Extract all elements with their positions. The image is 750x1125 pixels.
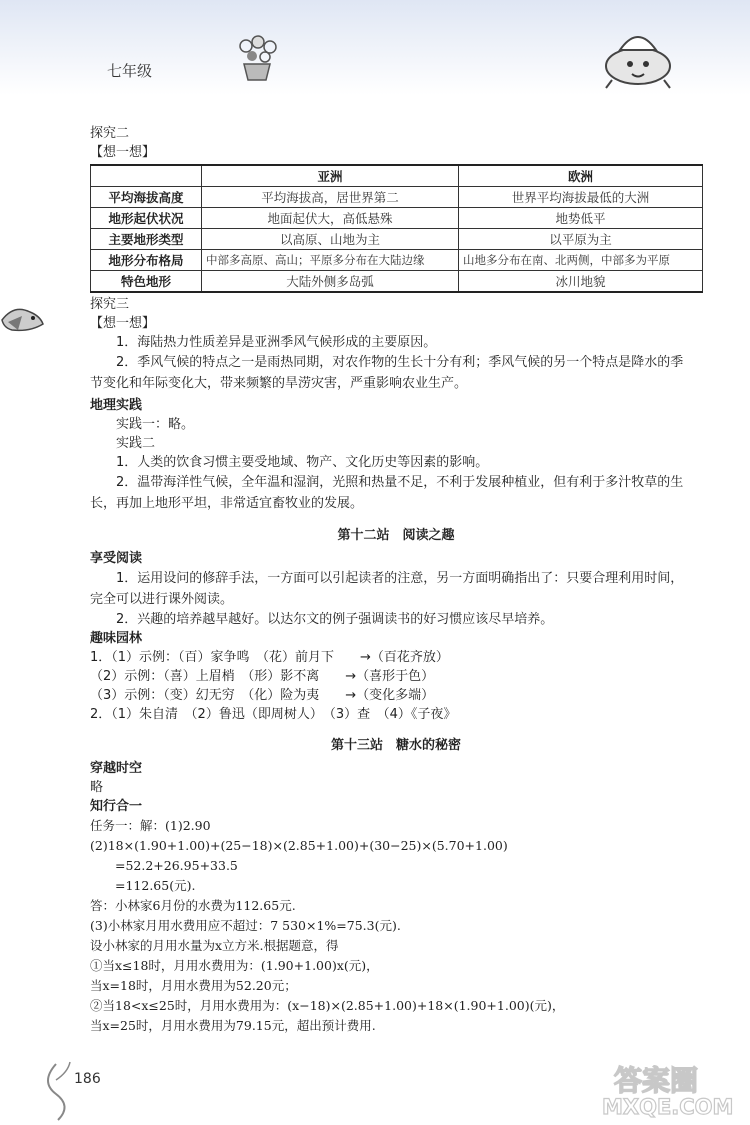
section-title: 探究三 (90, 297, 130, 312)
math-line: =112.65(元). (115, 878, 196, 893)
row-header: 地形分布格局 (91, 250, 202, 271)
bird-icon (0, 300, 45, 338)
table-cell: 山地多分布在南、北两侧，中部多为平原 (458, 250, 702, 271)
paragraph: 1．海陆热力性质差异是亚洲季风气候形成的主要原因。 (116, 335, 437, 350)
section-heading: 穿越时空 (90, 761, 143, 776)
table-cell: 世界平均海拔最低的大洲 (458, 187, 702, 208)
table-cell: 地面起伏大，高低悬殊 (202, 208, 459, 229)
table-row (91, 229, 703, 250)
grade-label: 七年级 (107, 62, 153, 80)
paragraph: 实践二 (116, 436, 156, 451)
row-header: 特色地形 (91, 271, 202, 293)
table-row (91, 208, 703, 229)
section-heading: 享受阅读 (90, 551, 143, 566)
paragraph: 实践一：略。 (116, 417, 195, 432)
flower-pot-icon (232, 34, 282, 82)
paragraph: 略 (90, 780, 104, 795)
think-label: 【想一想】 (90, 316, 156, 331)
math-line: 设小林家的月用水量为x立方米.根据题意，得 (90, 938, 339, 953)
table-header (91, 165, 202, 187)
table-cell: 中部多高原、高山；平原多分布在大陆边缘 (202, 250, 459, 271)
answer-line: 2．（1）朱自清 （2）鲁迅（即周树人） （3）查 （4）《子夜》 (90, 707, 457, 722)
answer-line: （2）示例：（喜）上眉梢 （形）影不离 →（喜形于色） (90, 669, 435, 684)
station-title: 第十二站 阅读之趣 (337, 528, 455, 543)
section-heading: 地理实践 (90, 398, 143, 413)
paragraph: 长，再加上地形平坦，非常适宜畜牧业的发展。 (90, 496, 364, 511)
paragraph: 节变化和年际变化大，带来频繁的旱涝灾害，严重影响农业生产。 (90, 376, 468, 391)
paragraph: 2．温带海洋性气候，全年温和湿润，光照和热量不足，不利于发展种植业，但有利于多汁牧草的生 (116, 475, 684, 490)
math-line: (2)18×(1.90+1.00)+(25−18)×(2.85+1.00)+(30−25)×(5.70+1.00) (90, 838, 508, 853)
row-header: 地形起伏状况 (91, 208, 202, 229)
math-line: 当x=25时，月用水费用为79.15元，超出预计费用. (90, 1018, 376, 1033)
watermark (592, 1058, 742, 1120)
paragraph: 1．人类的饮食习惯主要受地域、物产、文化历史等因素的影响。 (116, 455, 489, 470)
math-line: (3)小林家月用水费用应不超过：7 530×1%=75.3(元). (90, 918, 401, 933)
table-cell: 地势低平 (458, 208, 702, 229)
paragraph: 2．兴趣的培养越早越好。以达尔文的例子强调读书的好习惯应该尽早培养。 (116, 612, 554, 627)
watermark-brand: 答案圈 (614, 1064, 699, 1097)
math-line: ①当x≤18时，月用水费用为：(1.90+1.00)x(元)， (90, 958, 379, 973)
table-row (91, 250, 703, 271)
table-cell: 冰川地貌 (458, 271, 702, 293)
table-header-row (91, 165, 703, 187)
page-number: 186 (74, 1071, 101, 1087)
math-line: 当x=18时，月用水费用为52.20元； (90, 978, 297, 993)
math-line: 任务一：解：(1)2.90 (90, 818, 211, 833)
table-cell: 以平原为主 (458, 229, 702, 250)
math-line: =52.2+26.95+33.5 (115, 858, 238, 873)
comparison-table (90, 164, 703, 293)
table-cell: 以高原、山地为主 (202, 229, 459, 250)
cartoon-character-icon (598, 18, 678, 90)
station-title: 第十三站 糖水的秘密 (330, 738, 461, 753)
paragraph: 2．季风气候的特点之一是雨热同期，对农作物的生长十分有利；季风气候的另一个特点是降水的季 (116, 355, 684, 370)
math-line: 答：小林家6月份的水费为112.65元. (90, 898, 296, 913)
table-header: 亚洲 (202, 165, 459, 187)
row-header: 主要地形类型 (91, 229, 202, 250)
watermark-site: MXQE.COM (602, 1095, 734, 1119)
section-heading: 趣味园林 (90, 631, 143, 646)
table-cell: 大陆外侧多岛弧 (202, 271, 459, 293)
table-header: 欧洲 (458, 165, 702, 187)
table-row (91, 187, 703, 208)
leaf-swirl-icon (36, 1060, 76, 1122)
paragraph: 1．运用设问的修辞手法，一方面可以引起读者的注意，另一方面明确指出了：只要合理利用时间， (116, 571, 684, 586)
math-line: ②当18<x≤25时，月用水费用为：(x−18)×(2.85+1.00)+18×(1.90+1.00)(元)， (90, 998, 565, 1013)
row-header: 平均海拔高度 (91, 187, 202, 208)
content (90, 120, 702, 1036)
think-label: 【想一想】 (90, 145, 156, 160)
answer-line: （3）示例：（变）幻无穷 （化）险为夷 →（变化多端） (90, 688, 435, 703)
table-cell: 平均海拔高，居世界第二 (202, 187, 459, 208)
section-title: 探究二 (90, 126, 130, 141)
answer-line: 1．（1）示例：（百）家争鸣 （花）前月下 →（百花齐放） (90, 650, 449, 665)
section-heading: 知行合一 (90, 799, 143, 814)
table-row (91, 271, 703, 293)
paragraph: 完全可以进行课外阅读。 (90, 592, 234, 607)
